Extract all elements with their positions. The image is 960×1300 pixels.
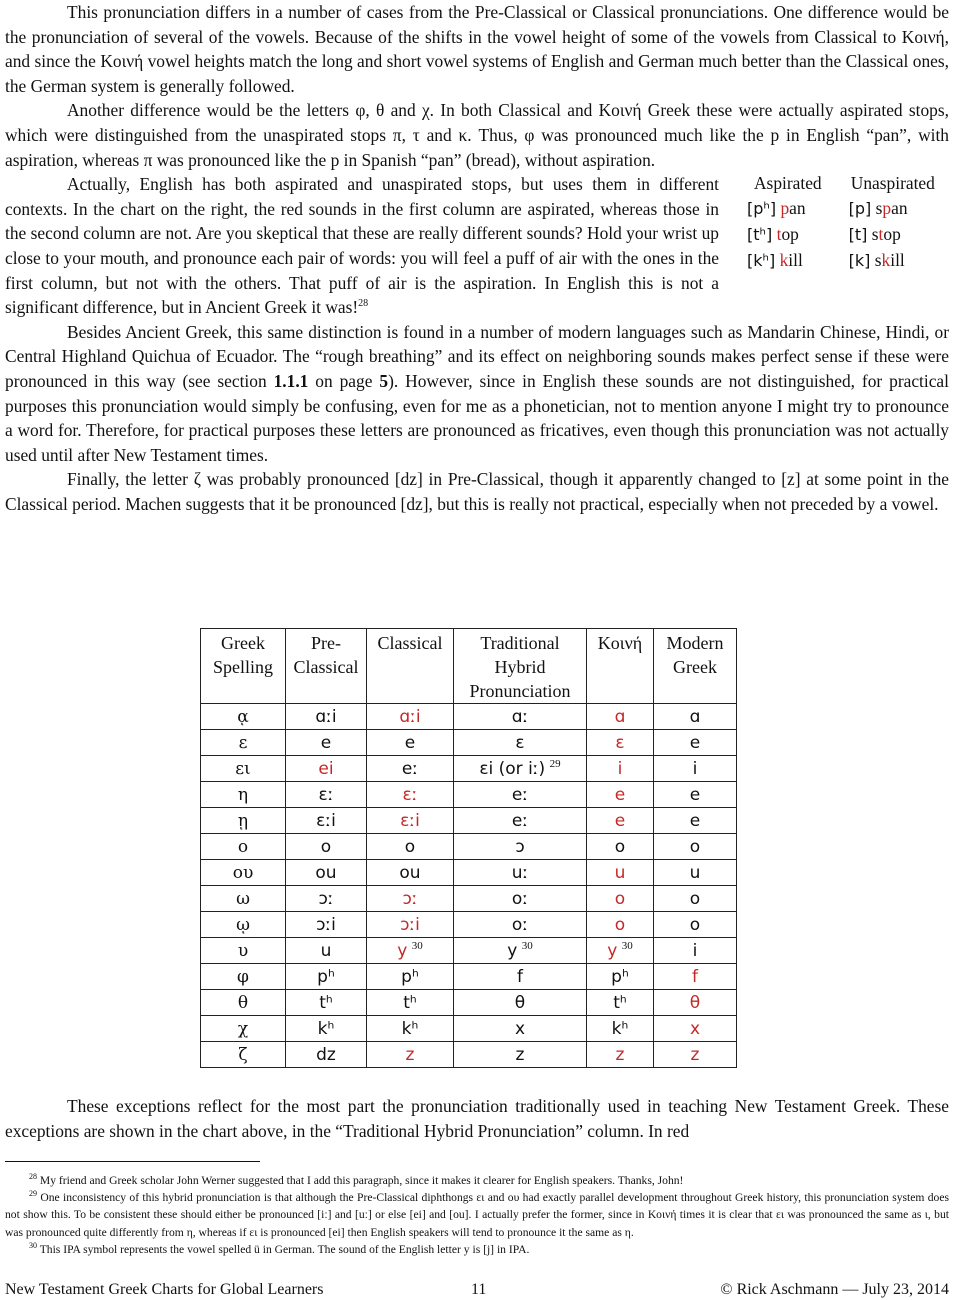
- pronunciation-cell: o: [367, 834, 454, 860]
- pronunciation-cell: u: [286, 938, 367, 964]
- aspirated-chart-row: [741, 248, 951, 274]
- pronunciation-cell: e: [654, 782, 737, 808]
- greek-spelling-cell: ε: [201, 730, 286, 756]
- pronunciation-cell: dz: [286, 1042, 367, 1068]
- pronunciation-cell: tʰ: [286, 990, 367, 1016]
- table-row: [201, 730, 737, 756]
- pronunciation-cell: ɔːi: [367, 912, 454, 938]
- pronunciation-cell: ɔːi: [286, 912, 367, 938]
- table-row: [201, 886, 737, 912]
- table-row: [201, 938, 737, 964]
- table-row: [201, 912, 737, 938]
- pronunciation-cell: eː: [454, 782, 587, 808]
- pronunciation-cell: pʰ: [587, 964, 654, 990]
- unaspirated-cell: [t] stop: [848, 224, 901, 245]
- aspirated-chart: [741, 171, 951, 274]
- header-modern-greek: Modern Greek: [654, 629, 737, 704]
- pronunciation-cell: e: [654, 730, 737, 756]
- aspirated-cell: [pʰ] pan: [747, 198, 806, 219]
- greek-spelling-cell: υ: [201, 938, 286, 964]
- pronunciation-cell: o: [286, 834, 367, 860]
- header-pre-classical: Pre-Classical: [286, 629, 367, 704]
- paragraph-4: Besides Ancient Greek, this same distinction is found in a number of modern languages such as Mandarin Chinese, Hindi, or Central Highland Quichua of Ecuador. The “rough breathing” and its effect on neighboring sounds makes perfect sense if these were pronounced in this way (see section 1.1.1 on page 5). However, since in English these sounds are not distinguished, for practical purposes this pronunciation would simply be confusing, even for me as a phonetician, not to mention anyone I might try to pronounce a word for. Therefore, for practical purposes these letters are pronounced as fricatives, even though this pronunciation was not actually used until after New Testament times.: [5, 321, 949, 465]
- pronunciation-cell: θ: [654, 990, 737, 1016]
- pronunciation-cell: ɛːi: [367, 808, 454, 834]
- pronunciation-cell: ou: [367, 860, 454, 886]
- pronunciation-cell: i: [654, 756, 737, 782]
- pronunciation-cell: ɑːi: [367, 704, 454, 730]
- table-row: [201, 860, 737, 886]
- greek-spelling-cell: φ: [201, 964, 286, 990]
- table-row: [201, 1042, 737, 1068]
- table-row: [201, 756, 737, 782]
- table-row: [201, 782, 737, 808]
- table-row: [201, 1016, 737, 1042]
- pronunciation-cell: eː: [454, 808, 587, 834]
- pronunciation-cell: tʰ: [367, 990, 454, 1016]
- pronunciation-cell: ɑːi: [286, 704, 367, 730]
- pronunciation-cell: ɛː: [367, 782, 454, 808]
- paragraph-1: This pronunciation differs in a number of cases from the Pre-Classical or Classical pronunciations. One difference would be the pronunciation of several of the vowels. Because of the shifts in the vowel height of some of the vowels from Classical to Κοινή, and since the Κοινή vowel heights match the long and short vowel systems of English and German much better than the Classical ones, the German system is generally followed.: [5, 2, 949, 96]
- footnote-ref-30[interactable]: 30: [411, 940, 423, 952]
- greek-spelling-cell: ω: [201, 886, 286, 912]
- pronunciation-cell: u: [587, 860, 654, 886]
- pronunciation-cell: z: [587, 1042, 654, 1068]
- header-traditional-hybrid: Traditional Hybrid Pronunciation: [454, 629, 587, 704]
- pronunciation-cell: f: [654, 964, 737, 990]
- pronunciation-cell: θ: [454, 990, 587, 1016]
- paragraph-5: Finally, the letter ζ was probably pronounced [dz] in Pre-Classical, though it apparently changed to [z] at some point in the Classical period. Machen suggests that it be pronounced [dz], but this is really not practical, especially when not preceded by a vowel.: [5, 469, 949, 514]
- pronunciation-cell: pʰ: [367, 964, 454, 990]
- pronunciation-cell: ɛː: [286, 782, 367, 808]
- section-link[interactable]: 1.1.1: [273, 370, 309, 391]
- pronunciation-cell: kʰ: [367, 1016, 454, 1042]
- pronunciation-cell: y $^{30}$: [454, 938, 587, 964]
- pronunciation-cell: ɛi (or iː) $^{29}$: [454, 756, 587, 782]
- aspirated-cell: [tʰ] top: [747, 224, 799, 245]
- pronunciation-cell: f: [454, 964, 587, 990]
- pronunciation-cell: o: [587, 834, 654, 860]
- pronunciation-cell: ɑ: [654, 704, 737, 730]
- pronunciation-cell: uː: [454, 860, 587, 886]
- pronunciation-cell: ɑː: [454, 704, 587, 730]
- greek-spelling-cell: ο: [201, 834, 286, 860]
- greek-spelling-cell: ει: [201, 756, 286, 782]
- footnote-29: $^{29}$ One inconsistency of this hybrid pronunciation is that although the Pre-Classical diphthongs ει and ου had exactly parallel development throughout Greek history, this pronunciation system does not show this. To be consistent these should either be pronounced [iː] and [uː] or else [ei] and [ou]. I actually prefer the former, since in Κοινή times it is clear that ει was pronounced the same as ι, but was pronounced quite differently from η, whereas if ει is pronounced [ei] then English speakers will tend to pronounce it the same as η.: [5, 1189, 949, 1239]
- greek-spelling-cell: θ: [201, 990, 286, 1016]
- pronunciation-cell: x: [654, 1016, 737, 1042]
- greek-spelling-cell: ᾳ: [201, 704, 286, 730]
- pronunciation-cell: ɛːi: [286, 808, 367, 834]
- pronunciation-cell: ɔː: [367, 886, 454, 912]
- pronunciation-cell: e: [654, 808, 737, 834]
- pronunciation-cell: ɛ: [587, 730, 654, 756]
- pronunciation-cell: pʰ: [286, 964, 367, 990]
- pronunciation-cell: u: [654, 860, 737, 886]
- pronunciation-cell: ou: [286, 860, 367, 886]
- pronunciation-cell: i: [587, 756, 654, 782]
- pronunciation-cell: i: [654, 938, 737, 964]
- pronunciation-cell: o: [587, 886, 654, 912]
- footnote-ref-30[interactable]: 30: [521, 940, 533, 952]
- pronunciation-cell: ɔː: [286, 886, 367, 912]
- footnote-rule: [5, 1161, 260, 1162]
- pronunciation-cell: e: [286, 730, 367, 756]
- page-link[interactable]: 5: [379, 370, 389, 391]
- greek-spelling-cell: ου: [201, 860, 286, 886]
- greek-spelling-cell: η: [201, 782, 286, 808]
- pronunciation-cell: ei: [286, 756, 367, 782]
- pronunciation-cell: e: [587, 808, 654, 834]
- pronunciation-table: [200, 628, 737, 1068]
- aspirated-chart-row: [741, 222, 951, 248]
- unaspirated-cell: [k] skill: [848, 250, 905, 271]
- table-row: [201, 808, 737, 834]
- pronunciation-cell: o: [654, 886, 737, 912]
- pronunciation-cell: e: [587, 782, 654, 808]
- footer-title: New Testament Greek Charts for Global Learners: [5, 1281, 324, 1298]
- table-row: [201, 834, 737, 860]
- pronunciation-cell: eː: [367, 756, 454, 782]
- unaspirated-cell: [p] span: [848, 198, 908, 219]
- unaspirated-header: Unaspirated: [850, 173, 935, 194]
- greek-spelling-cell: ῳ: [201, 912, 286, 938]
- paragraph-2: Another difference would be the letters φ, θ and χ. In both Classical and Κοινή Greek these were actually aspirated stops, which were distinguished from the unaspirated stops π, τ and κ. Thus, φ was pronounced much like the p in English “pan”, with aspiration, whereas π was pronounced like the p in Spanish “pan” (bread), without aspiration.: [5, 100, 949, 170]
- table-row: [201, 990, 737, 1016]
- page-body: [5, 0, 949, 516]
- footnotes: [5, 1161, 949, 1258]
- greek-spelling-cell: χ: [201, 1016, 286, 1042]
- pronunciation-cell: kʰ: [286, 1016, 367, 1042]
- pronunciation-cell: z: [654, 1042, 737, 1068]
- header-koine: Κοινή: [587, 629, 654, 704]
- pronunciation-cell: y $^{30}$: [367, 938, 454, 964]
- pronunciation-table-wrap: [200, 628, 737, 1068]
- paragraph-3: Actually, English has both aspirated and unaspirated stops, but uses them in different contexts. In the chart on the right, the red sounds in the first column are aspirated, whereas those in the second column are not. Are you skeptical that these are really different sounds? Hold your wrist up close to your mouth, and pronounce each pair of words: you will feel a puff of air with the ones in the first column, but not with the others. That puff of air is the aspiration. In English this is not a significant difference, but in Ancient Greek it was!$^{28}$: [5, 174, 719, 318]
- pronunciation-cell: o: [654, 912, 737, 938]
- pronunciation-cell: kʰ: [587, 1016, 654, 1042]
- header-classical: Classical: [367, 629, 454, 704]
- table-row: [201, 964, 737, 990]
- pronunciation-cell: ɑ: [587, 704, 654, 730]
- footnote-ref-29[interactable]: 29: [549, 758, 561, 770]
- pronunciation-cell: tʰ: [587, 990, 654, 1016]
- pronunciation-cell: oː: [454, 886, 587, 912]
- aspirated-cell: [kʰ] kill: [747, 250, 803, 271]
- pronunciation-cell: o: [587, 912, 654, 938]
- pronunciation-cell: y $^{30}$: [587, 938, 654, 964]
- footnote-ref-30[interactable]: 30: [621, 940, 633, 952]
- paragraph-6: These exceptions reflect for the most part the pronunciation traditionally used in teaching New Testament Greek. These exceptions are shown in the chart above, in the “Traditional Hybrid Pronunciation” column. In red: [5, 1096, 949, 1141]
- aspirated-chart-row: [741, 196, 951, 222]
- pronunciation-cell: ɔ: [454, 834, 587, 860]
- aspirated-header: Aspirated: [754, 173, 822, 194]
- greek-spelling-cell: ζ: [201, 1042, 286, 1068]
- pronunciation-cell: o: [654, 834, 737, 860]
- pronunciation-cell: e: [367, 730, 454, 756]
- footnote-ref-28[interactable]: 28: [358, 298, 369, 310]
- footer-copyright: © Rick Aschmann — July 23, 2014: [720, 1281, 949, 1298]
- greek-spelling-cell: ῃ: [201, 808, 286, 834]
- footer-page-number: 11: [471, 1281, 487, 1298]
- header-greek-spelling: Greek Spelling: [201, 629, 286, 704]
- pronunciation-cell: z: [454, 1042, 587, 1068]
- footnote-28: $^{28}$ My friend and Greek scholar John Werner suggested that I add this paragraph, since it makes it clearer for English speakers. Thanks, John!: [29, 1172, 684, 1187]
- pronunciation-cell: x: [454, 1016, 587, 1042]
- pronunciation-cell: ɛ: [454, 730, 587, 756]
- footnote-30: $^{30}$ This IPA symbol represents the vowel spelled ü in German. The sound of the English letter y is [j] in IPA.: [29, 1240, 530, 1256]
- table-row: [201, 704, 737, 730]
- pronunciation-cell: oː: [454, 912, 587, 938]
- pronunciation-cell: z: [367, 1042, 454, 1068]
